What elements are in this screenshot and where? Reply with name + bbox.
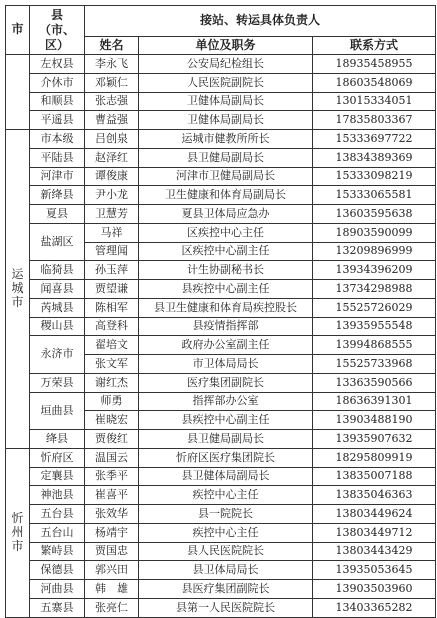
phone-cell: 13803443429: [313, 542, 436, 561]
county-cell: 介休市: [30, 73, 85, 92]
county-cell: 河曲县: [30, 580, 85, 599]
phone-cell: 15525733968: [313, 355, 436, 374]
table-row: [6, 223, 436, 242]
county-cell: 河津市: [30, 167, 85, 186]
name-cell: 师勇: [85, 392, 139, 411]
name-cell: 谢红杰: [85, 373, 139, 392]
county-cell: 定襄县: [30, 467, 85, 486]
table-row: [6, 336, 436, 355]
dept-cell: 县医疗集团副院长: [139, 580, 313, 599]
county-cell: 忻府区: [30, 448, 85, 467]
table-row: [6, 373, 436, 392]
dept-cell: 县卫健局副局长: [139, 148, 313, 167]
county-cell: 左权县: [30, 55, 85, 74]
name-cell: 尹小龙: [85, 186, 139, 205]
county-cell: 垣曲县: [30, 392, 85, 430]
county-cell: 平遥县: [30, 111, 85, 130]
name-cell: 贾望谦: [85, 280, 139, 299]
name-cell: 张志强: [85, 92, 139, 111]
phone-cell: 13903503960: [313, 580, 436, 599]
county-cell: 新绛县: [30, 186, 85, 205]
table-row: [6, 598, 436, 617]
table-body: [6, 55, 436, 618]
phone-cell: 13994868555: [313, 336, 436, 355]
county-cell: 绛县: [30, 430, 85, 449]
county-cell: 五寨县: [30, 598, 85, 617]
table-row: [6, 298, 436, 317]
table-row: [6, 92, 436, 111]
phone-cell: 13403365282: [313, 598, 436, 617]
dept-cell: 县卫健局副局长: [139, 430, 313, 449]
county-cell: 繁峙县: [30, 542, 85, 561]
name-cell: 郭兴田: [85, 561, 139, 580]
table-row: [6, 448, 436, 467]
dept-cell: 医疗集团副院长: [139, 373, 313, 392]
name-cell: 韩 雄: [85, 580, 139, 599]
contact-table: [5, 5, 436, 618]
table-row: [6, 467, 436, 486]
phone-cell: 15333697722: [313, 130, 436, 149]
header-group: 接站、转运具体负责人: [85, 6, 436, 37]
header-phone: 联系方式: [313, 37, 436, 55]
name-cell: 贾俊红: [85, 430, 139, 449]
dept-cell: 县卫体局局长: [139, 561, 313, 580]
dept-cell: 计生协副秘书长: [139, 261, 313, 280]
name-cell: 高登科: [85, 317, 139, 336]
dept-cell: 县一院院长: [139, 505, 313, 524]
county-cell: 平陆县: [30, 148, 85, 167]
name-cell: 邓颖仁: [85, 73, 139, 92]
table-row: [6, 205, 436, 224]
dept-cell: 疾控中心主任: [139, 523, 313, 542]
phone-cell: 13835007188: [313, 467, 436, 486]
county-cell: 永济市: [30, 336, 85, 374]
table-row: [6, 317, 436, 336]
table-row: [6, 55, 436, 74]
county-cell: 稷山县: [30, 317, 85, 336]
name-cell: 翟培文: [85, 336, 139, 355]
phone-cell: 18603548069: [313, 73, 436, 92]
dept-cell: 县卫健体局副局长: [139, 467, 313, 486]
city-cell: 忻 州 市: [6, 448, 30, 617]
dept-cell: 政府办公室副主任: [139, 336, 313, 355]
name-cell: 崔喜平: [85, 486, 139, 505]
table-row: [6, 261, 436, 280]
name-cell: 马祥: [85, 223, 139, 242]
name-cell: 卫慧芳: [85, 205, 139, 224]
name-cell: 谭俊康: [85, 167, 139, 186]
county-cell: 五台山: [30, 523, 85, 542]
dept-cell: 县卫生健康和体育局疾控股长: [139, 298, 313, 317]
dept-cell: 县疫情指挥部: [139, 317, 313, 336]
table-row: [6, 561, 436, 580]
dept-cell: 卫生健康和体育局副局长: [139, 186, 313, 205]
phone-cell: 15525726029: [313, 298, 436, 317]
dept-cell: 县疾控中心副主任: [139, 411, 313, 430]
phone-cell: 13603595638: [313, 205, 436, 224]
table-row: [6, 505, 436, 524]
dept-cell: 公安局纪检组长: [139, 55, 313, 74]
name-cell: 张亮仁: [85, 598, 139, 617]
county-cell: 临猗县: [30, 261, 85, 280]
phone-cell: 15333065581: [313, 186, 436, 205]
table-row: [6, 523, 436, 542]
table-row: [6, 392, 436, 411]
dept-cell: 县人民医院院长: [139, 542, 313, 561]
table-row: [6, 111, 436, 130]
name-cell: 张效华: [85, 505, 139, 524]
dept-cell: 市卫体局局长: [139, 355, 313, 374]
table-row: [6, 486, 436, 505]
phone-cell: 13363590566: [313, 373, 436, 392]
header-dept: 单位及职务: [139, 37, 313, 55]
table-row: [6, 580, 436, 599]
county-cell: 保德县: [30, 561, 85, 580]
phone-cell: 15333098219: [313, 167, 436, 186]
name-cell: 李永飞: [85, 55, 139, 74]
phone-cell: 13935955548: [313, 317, 436, 336]
dept-cell: 河津市卫健局副局长: [139, 167, 313, 186]
header-county: 县 （市、区）: [30, 6, 85, 55]
dept-cell: 人民医院副院长: [139, 73, 313, 92]
table-row: [6, 542, 436, 561]
county-cell: 五台县: [30, 505, 85, 524]
dept-cell: 县疾控中心副主任: [139, 280, 313, 299]
name-cell: 曹益强: [85, 111, 139, 130]
dept-cell: 区疾控中心主任: [139, 223, 313, 242]
table-row: [6, 130, 436, 149]
city-cell: [6, 55, 30, 130]
county-cell: 盐湖区: [30, 223, 85, 261]
phone-cell: 18295809919: [313, 448, 436, 467]
phone-cell: 13903488190: [313, 411, 436, 430]
name-cell: 崔晓宏: [85, 411, 139, 430]
phone-cell: 18935458955: [313, 55, 436, 74]
county-cell: 万荣县: [30, 373, 85, 392]
phone-cell: 13803449712: [313, 523, 436, 542]
name-cell: 孙玉萍: [85, 261, 139, 280]
name-cell: 管理闻: [85, 242, 139, 261]
county-cell: 闻喜县: [30, 280, 85, 299]
dept-cell: 运城市健教所所长: [139, 130, 313, 149]
county-cell: 夏县: [30, 205, 85, 224]
header-name: 姓名: [85, 37, 139, 55]
phone-cell: 13835046363: [313, 486, 436, 505]
table-row: [6, 167, 436, 186]
phone-cell: 18636391301: [313, 392, 436, 411]
city-cell: 运 城 市: [6, 130, 30, 449]
name-cell: 赵泽红: [85, 148, 139, 167]
dept-cell: 卫健体局副局长: [139, 92, 313, 111]
table-row: [6, 148, 436, 167]
dept-cell: 区疾控中心副主任: [139, 242, 313, 261]
county-cell: 神池县: [30, 486, 85, 505]
dept-cell: 忻府区医疗集团院长: [139, 448, 313, 467]
phone-cell: 13834389369: [313, 148, 436, 167]
header-city: 市: [6, 6, 30, 55]
dept-cell: 卫健体局副局长: [139, 111, 313, 130]
table-row: [6, 430, 436, 449]
county-cell: 市本级: [30, 130, 85, 149]
table-row: [6, 280, 436, 299]
name-cell: 贾国忠: [85, 542, 139, 561]
name-cell: 吕创泉: [85, 130, 139, 149]
phone-cell: 13935907632: [313, 430, 436, 449]
name-cell: 张文军: [85, 355, 139, 374]
dept-cell: 疾控中心主任: [139, 486, 313, 505]
name-cell: 温国云: [85, 448, 139, 467]
phone-cell: 13803449624: [313, 505, 436, 524]
phone-cell: 18903590099: [313, 223, 436, 242]
dept-cell: 指挥部办公室: [139, 392, 313, 411]
phone-cell: 13209896999: [313, 242, 436, 261]
name-cell: 陈相军: [85, 298, 139, 317]
phone-cell: 17835803367: [313, 111, 436, 130]
name-cell: 张季平: [85, 467, 139, 486]
table-row: [6, 73, 436, 92]
phone-cell: 13015334051: [313, 92, 436, 111]
phone-cell: 13935053645: [313, 561, 436, 580]
phone-cell: 13734298988: [313, 280, 436, 299]
phone-cell: 13934396209: [313, 261, 436, 280]
county-cell: 和顺县: [30, 92, 85, 111]
dept-cell: 夏县卫体局应急办: [139, 205, 313, 224]
name-cell: 杨靖宇: [85, 523, 139, 542]
county-cell: 芮城县: [30, 298, 85, 317]
table-row: [6, 186, 436, 205]
dept-cell: 县第一人民医院院长: [139, 598, 313, 617]
